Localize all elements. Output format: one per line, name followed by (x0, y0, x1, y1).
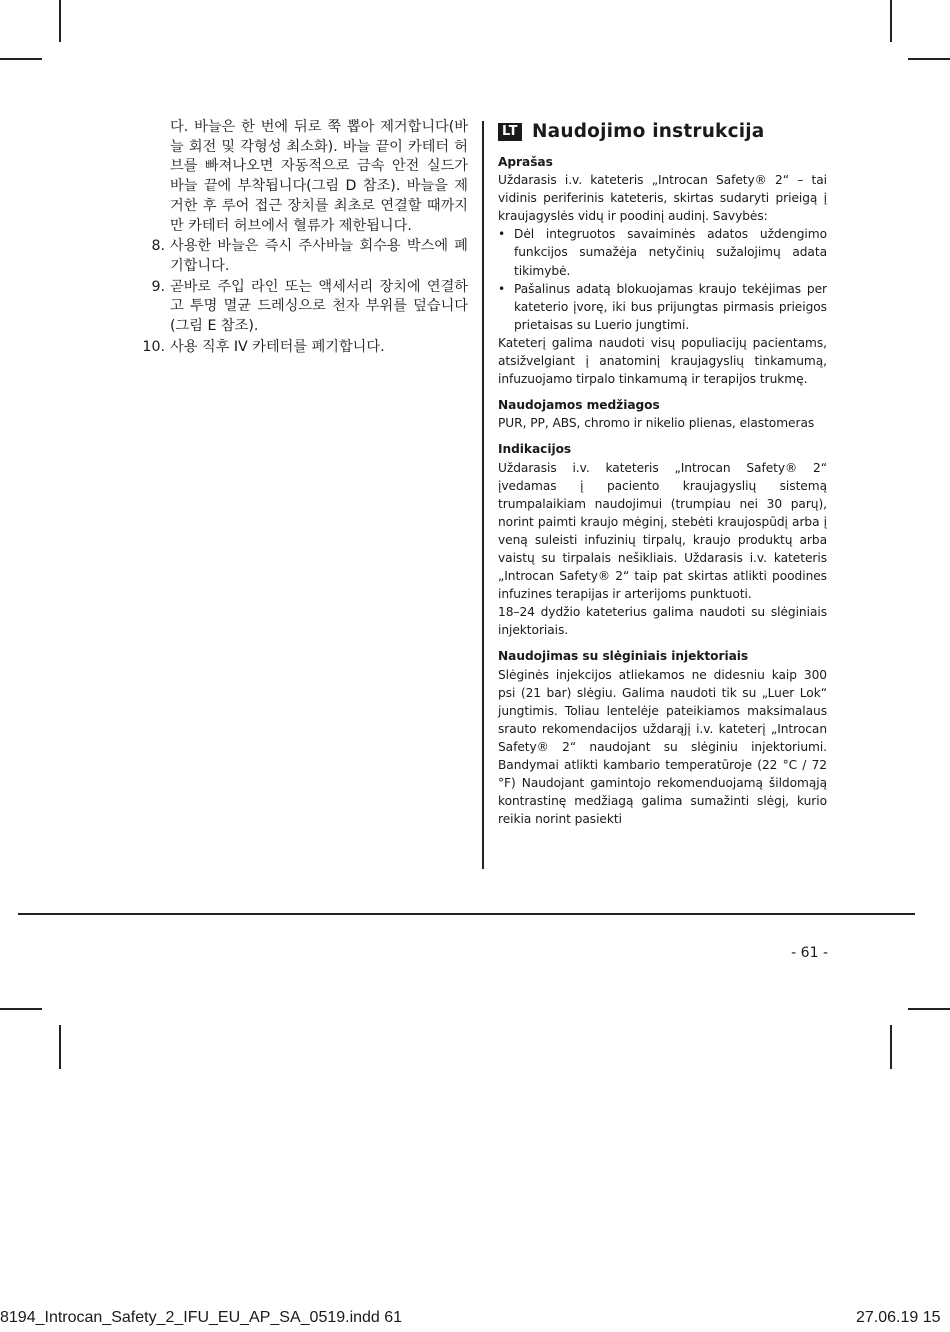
list-item (138, 278, 468, 337)
crop-mark (908, 1008, 950, 1010)
section-header (498, 120, 827, 144)
subheading-medziagos: Naudojamos medžiagos (498, 398, 660, 413)
korean-column (138, 118, 468, 357)
lithuanian-column (498, 120, 827, 828)
column-divider (482, 121, 484, 869)
bullet-item (498, 225, 827, 279)
crop-mark (908, 58, 950, 60)
crop-mark (890, 1025, 892, 1069)
korean-continued-paragraph: 다. 바늘은 한 번에 뒤로 쭉 뽑아 제거합니다(바늘 회전 및 각형성 최소화). 바늘 끝이 카테터 허브를 빠져나오면 자동적으로 금속 안전 실드가 바늘 끝에 부착됩니다(그림 D 참조). 바늘을 제거한 후 루어 접근 장치를 최초로 연결할 때까지만 카테터 허브에서 혈류가 제한됩니다. (170, 119, 468, 234)
subheading-slegin: Naudojimas su slėginiais injektoriais (498, 649, 749, 664)
crop-mark (0, 58, 42, 60)
section-title: Naudojimo instrukcija (532, 120, 765, 142)
bullet-item (498, 280, 827, 334)
list-number: 10. (142, 338, 165, 355)
crop-mark (59, 0, 61, 42)
bullet-text: Dėl integruotos savaiminės adatos uždengimo funkcijos sumažėja netyčinių sužalojimų adata tikimybė. (514, 227, 827, 278)
footer-date: 27.06.19 15 (856, 1309, 941, 1326)
list-number: 8. (151, 238, 165, 255)
page-number: - 61 - (791, 945, 828, 961)
list-text: 사용한 바늘은 즉시 주사바늘 회수용 박스에 폐기합니다. (170, 238, 468, 274)
bullet-icon: • (498, 227, 506, 242)
paragraph: Kateterį galima naudoti visų populiacijų pacientams, atsižvelgiant į anatominį kraujagyslių tinkamumą, infuzuojamo tirpalo tinkamumą ir terapijos trukmę. (498, 335, 827, 387)
list-number: 9. (151, 278, 165, 295)
bullet-icon: • (498, 281, 506, 296)
subheading-aprasas: Aprašas (498, 155, 553, 169)
list-item (138, 237, 468, 276)
subheading-indikacijos: Indikacijos (498, 442, 572, 457)
paragraph: Uždarasis i.v. kateteris „Introcan Safety® 2“ įvedamas į paciento kraujagyslių sistemą trumpalaikiam naudojimui (trumpiau nei 30 parų), norint paimti kraujo mėginį, stebėti kraujospūdį arba į veną suleisti infuzinių tirpalų, kraujo produktų arba vaistų su tirpalais nešikliais. Uždarasis i.v. kateteris „Introcan Safety® 2“ taip pat skirtas atlikti poodines infuzines terapijas ir arterijoms punktuoti. (498, 460, 827, 602)
list-text: 사용 직후 IV 카테터를 폐기합니다. (170, 338, 385, 355)
paragraph: PUR, PP, ABS, chromo ir nikelio plienas, elastomeras (498, 416, 815, 431)
paragraph: Uždarasis i.v. kateteris „Introcan Safety® 2“ – tai vidinis periferinis kateteris, skirtas sudaryti prieigą į kraujagyslės vidų ir poodinį audinį. Savybės: (498, 173, 827, 224)
paragraph: 18–24 dydžio kateterius galima naudoti su slėginiais injektoriais. (498, 605, 827, 638)
language-badge: LT (498, 123, 522, 141)
list-text: 곧바로 주입 라인 또는 액세서리 장치에 연결하고 투명 멸균 드레싱으로 천자 부위를 덮습니다(그림 E 참조). (170, 278, 468, 335)
paragraph: Slėginės injekcijos atliekamos ne didesniu kaip 300 psi (21 bar) slėgiu. Galima naudoti tik su „Luer Lok“ jungtimis. Toliau lentelėje pateikiamos maksimalaus srauto rekomendacijos uždarąjį i.v. kateterį „Introcan Safety® 2“ naudojant su slėginiu injektoriumi. Bandymai atlikti kambario temperatūroje (22 °C / 72 °F) Naudojant gamintojo rekomenduojamą šildomąją kontrastinę medžiagą galima sumažinti slėgį, kurio reikia norint pasiekti (498, 667, 827, 827)
crop-mark (890, 0, 892, 42)
bullet-text: Pašalinus adatą blokuojamas kraujo tekėjimas per kateterio įvorę, iki bus prijungtas pirmasis prieigos prietaisas su Luerio jungtimi. (514, 281, 827, 332)
list-item (138, 338, 468, 358)
footer-rule (18, 913, 915, 915)
crop-mark (59, 1025, 61, 1069)
crop-mark (0, 1008, 42, 1010)
footer-filename: 8194_Introcan_Safety_2_IFU_EU_AP_SA_0519.indd 61 (0, 1309, 403, 1326)
